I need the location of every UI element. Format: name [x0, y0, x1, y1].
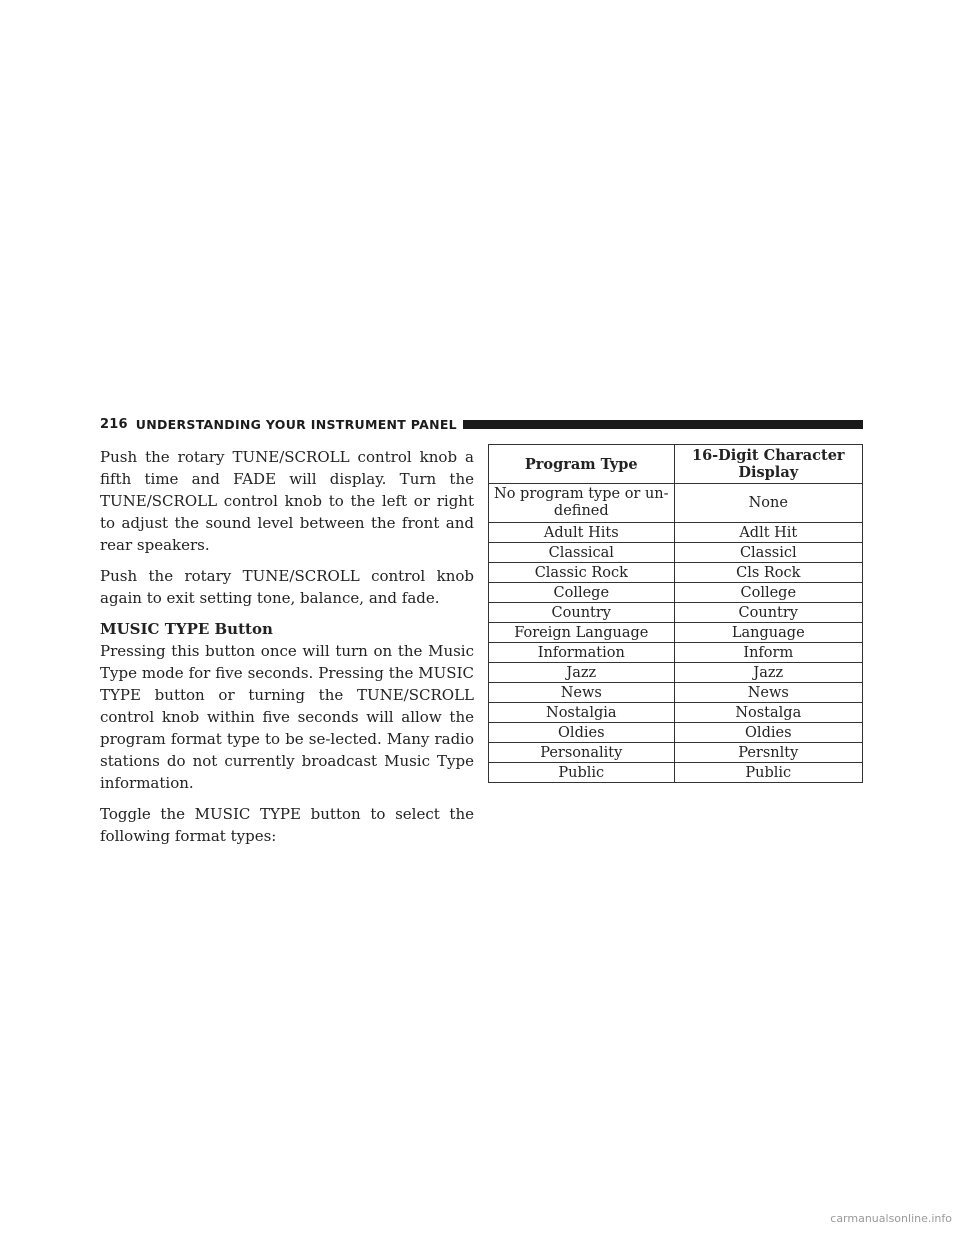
table-row	[489, 543, 863, 563]
table-row	[489, 583, 863, 603]
program-type-cell: Information	[489, 643, 675, 663]
header-rule	[463, 420, 863, 429]
program-type-cell: News	[489, 683, 675, 703]
program-type-cell: Nostalgia	[489, 703, 675, 723]
display-cell: Cls Rock	[674, 563, 862, 583]
body-text-column	[100, 446, 474, 856]
table-row	[489, 683, 863, 703]
section-title: UNDERSTANDING YOUR INSTRUMENT PANEL	[135, 416, 457, 432]
program-type-cell: Classic Rock	[489, 563, 675, 583]
subheading-music-type: MUSIC TYPE Button	[100, 620, 273, 638]
watermark-text: carmanualsonline.info	[830, 1212, 952, 1225]
program-type-cell: Classical	[489, 543, 675, 563]
table-row	[489, 523, 863, 543]
page-header	[100, 414, 863, 434]
table-row	[489, 484, 863, 523]
program-type-cell: Oldies	[489, 723, 675, 743]
paragraph-exit: Push the rotary TUNE/SCROLL control knob again to exit setting tone, balance, and fade.	[100, 567, 474, 607]
table-row	[489, 623, 863, 643]
program-type-cell: Foreign Language	[489, 623, 675, 643]
program-type-cell: No program type or un-defined	[489, 484, 675, 523]
program-type-cell: College	[489, 583, 675, 603]
program-type-cell: Personality	[489, 743, 675, 763]
program-type-cell: Public	[489, 763, 675, 783]
program-type-cell: Jazz	[489, 663, 675, 683]
table-row	[489, 763, 863, 783]
display-cell: Nostalga	[674, 703, 862, 723]
paragraph-music-type: Pressing this button once will turn on the Music Type mode for five seconds. Pressing the MUSIC TYPE button or turning the TUNE/SCROLL control knob within five seconds will allow the program format type to be se-lected. Many radio stations do not currently broadcast Music Type information.	[100, 642, 474, 792]
display-cell: Persnlty	[674, 743, 862, 763]
program-type-table	[488, 444, 863, 783]
display-cell: Language	[674, 623, 862, 643]
table-row	[489, 723, 863, 743]
table-row	[489, 563, 863, 583]
display-cell: Jazz	[674, 663, 862, 683]
display-cell: Country	[674, 603, 862, 623]
program-type-cell: Country	[489, 603, 675, 623]
table-header-row	[489, 445, 863, 484]
display-cell: News	[674, 683, 862, 703]
table-row	[489, 703, 863, 723]
display-cell: Oldies	[674, 723, 862, 743]
table-row	[489, 643, 863, 663]
display-cell: Classicl	[674, 543, 862, 563]
display-cell: None	[674, 484, 862, 523]
table-row	[489, 603, 863, 623]
column-header-program-type: Program Type	[489, 445, 675, 484]
display-cell: Adlt Hit	[674, 523, 862, 543]
display-cell: College	[674, 583, 862, 603]
program-type-cell: Adult Hits	[489, 523, 675, 543]
page-number: 216	[100, 416, 128, 432]
table-row	[489, 663, 863, 683]
paragraph-toggle: Toggle the MUSIC TYPE button to select the following format types:	[100, 805, 474, 845]
paragraph-fade: Push the rotary TUNE/SCROLL control knob a fifth time and FADE will display. Turn the TUNE/SCROLL control knob to the left or right to adjust the sound level between the front and rear speakers.	[100, 448, 474, 554]
display-cell: Public	[674, 763, 862, 783]
watermark-footer	[0, 1212, 960, 1225]
display-cell: Inform	[674, 643, 862, 663]
table-row	[489, 743, 863, 763]
column-header-character-display: 16-Digit Character Display	[674, 445, 862, 484]
